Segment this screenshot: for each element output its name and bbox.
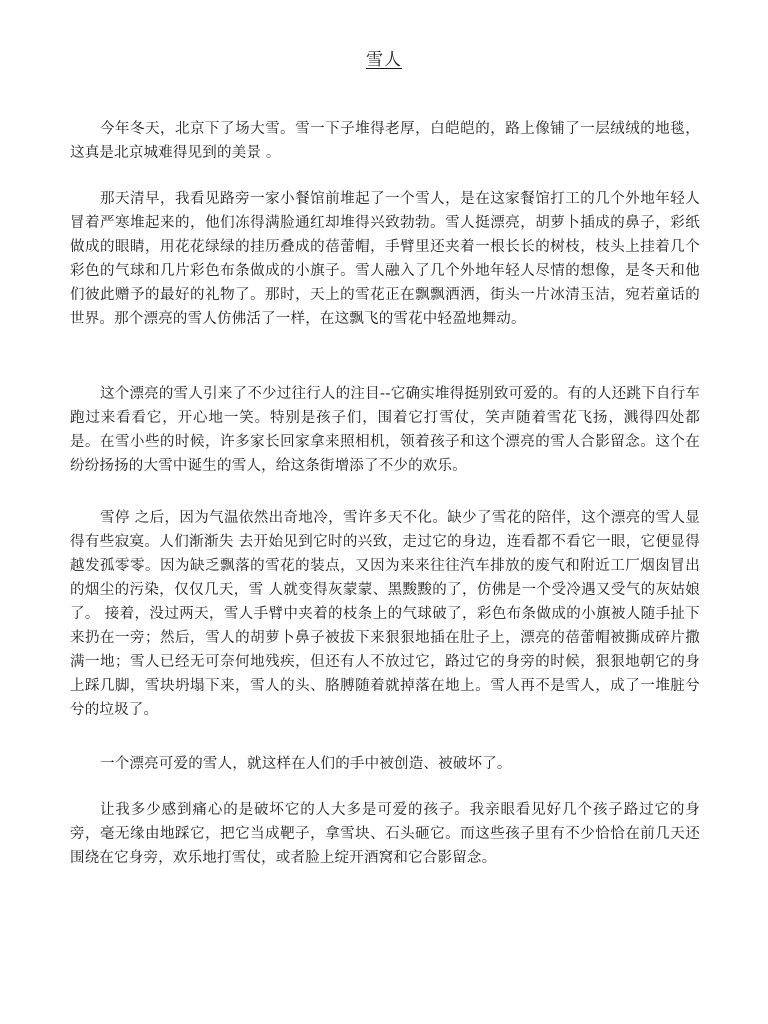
paragraph-2: 那天清早，我看见路旁一家小餐馆前堆起了一个雪人，是在这家餐馆打工的几个外地年轻人冒着严寒堆起来的，他们冻得满脸通红却堆得兴致勃勃。雪人挺漂亮，胡萝卜插成的鼻子，彩纸做成的眼睛，用花花绿绿的挂历叠成的蓓蕾帽，手臂里还夹着一根长长的树枝，枝头上挂着几个彩色的气球和几片彩色布条做成的小旗子。雪人融入了几个外地年轻人尽情的想像，是冬天和他们彼此赠予的最好的礼物了。那时，天上的雪花正在飘飘洒洒，街头一片冰清玉洁，宛若童话的世界。那个漂亮的雪人仿佛活了一样，在这飘飞的雪花中轻盈地舞动。 bbox=[70, 191, 700, 327]
paragraph-3: 这个漂亮的雪人引来了不少过往行人的注目--它确实堆得挺别致可爱的。有的人还跳下自行车跑过来看看它，开心地一笑。特别是孩子们，围着它打雪仗，笑声随着雪花飞扬，溅得四处都是。在雪小些的时候，许多家长回家拿来照相机，领着孩子和这个漂亮的雪人合影留念。这个在纷纷扬扬的大雪中诞生的雪人，给这条街增添了不少的欢乐。 bbox=[70, 386, 700, 474]
document-title: 雪人 bbox=[366, 50, 402, 70]
paragraph-6: 让我多少感到痛心的是破坏它的人大多是可爱的孩子。我亲眼看见好几个孩子路过它的身旁，毫无缘由地踩它，把它当成靶子，拿雪块、石头砸它。而这些孩子里有不少恰恰在前几天还围绕在它身旁，欢乐地打雪仗，或者脸上绽开酒窝和它合影留念。 bbox=[70, 802, 700, 866]
paragraph-5: 一个漂亮可爱的雪人，就这样在人们的手中被创造、被破坏了。 bbox=[100, 756, 512, 772]
paragraph-4: 雪停 之后，因为气温依然出奇地冷，雪许多天不化。缺少了雪花的陪伴，这个漂亮的雪人显得有些寂寞。人们渐渐失 去开始见到它时的兴致，走过它的身边，连看都不看它一眼，它便显得越发孤零零。因为缺乏飘落的雪花的装点，又因为来来往往汽车排放的废气和附近工厂烟囱冒出的烟尘的污染，仅仅几天，雪 人就变得灰蒙蒙、黑黢黢的了，仿佛是一个受冷遇又受气的灰姑娘了。 接着，没过两天，雪人手臂中夹着的枝条上的气球破了，彩色布条做成的小旗被人随手扯下来扔在一旁；然后，雪人的胡萝卜鼻子被拔下来狠狠地插在肚子上，漂亮的蓓蕾帽被撕成碎片撒满一地；雪人已经无可奈何地残疾，但还有人不放过它，路过它的身旁的时候，狠狠地朝它的身上踩几脚，雪块坍塌下来，雪人的头、胳膊随着就掉落在地上。雪人再不是雪人，成了一堆脏兮兮的垃圾了。 bbox=[70, 510, 700, 718]
paragraph-1: 今年冬天，北京下了场大雪。雪一下子堆得老厚，白皑皑的，路上像铺了一层绒绒的地毯，这真是北京城难得见到的美景 。 bbox=[70, 121, 700, 161]
document-title-container bbox=[0, 49, 768, 71]
